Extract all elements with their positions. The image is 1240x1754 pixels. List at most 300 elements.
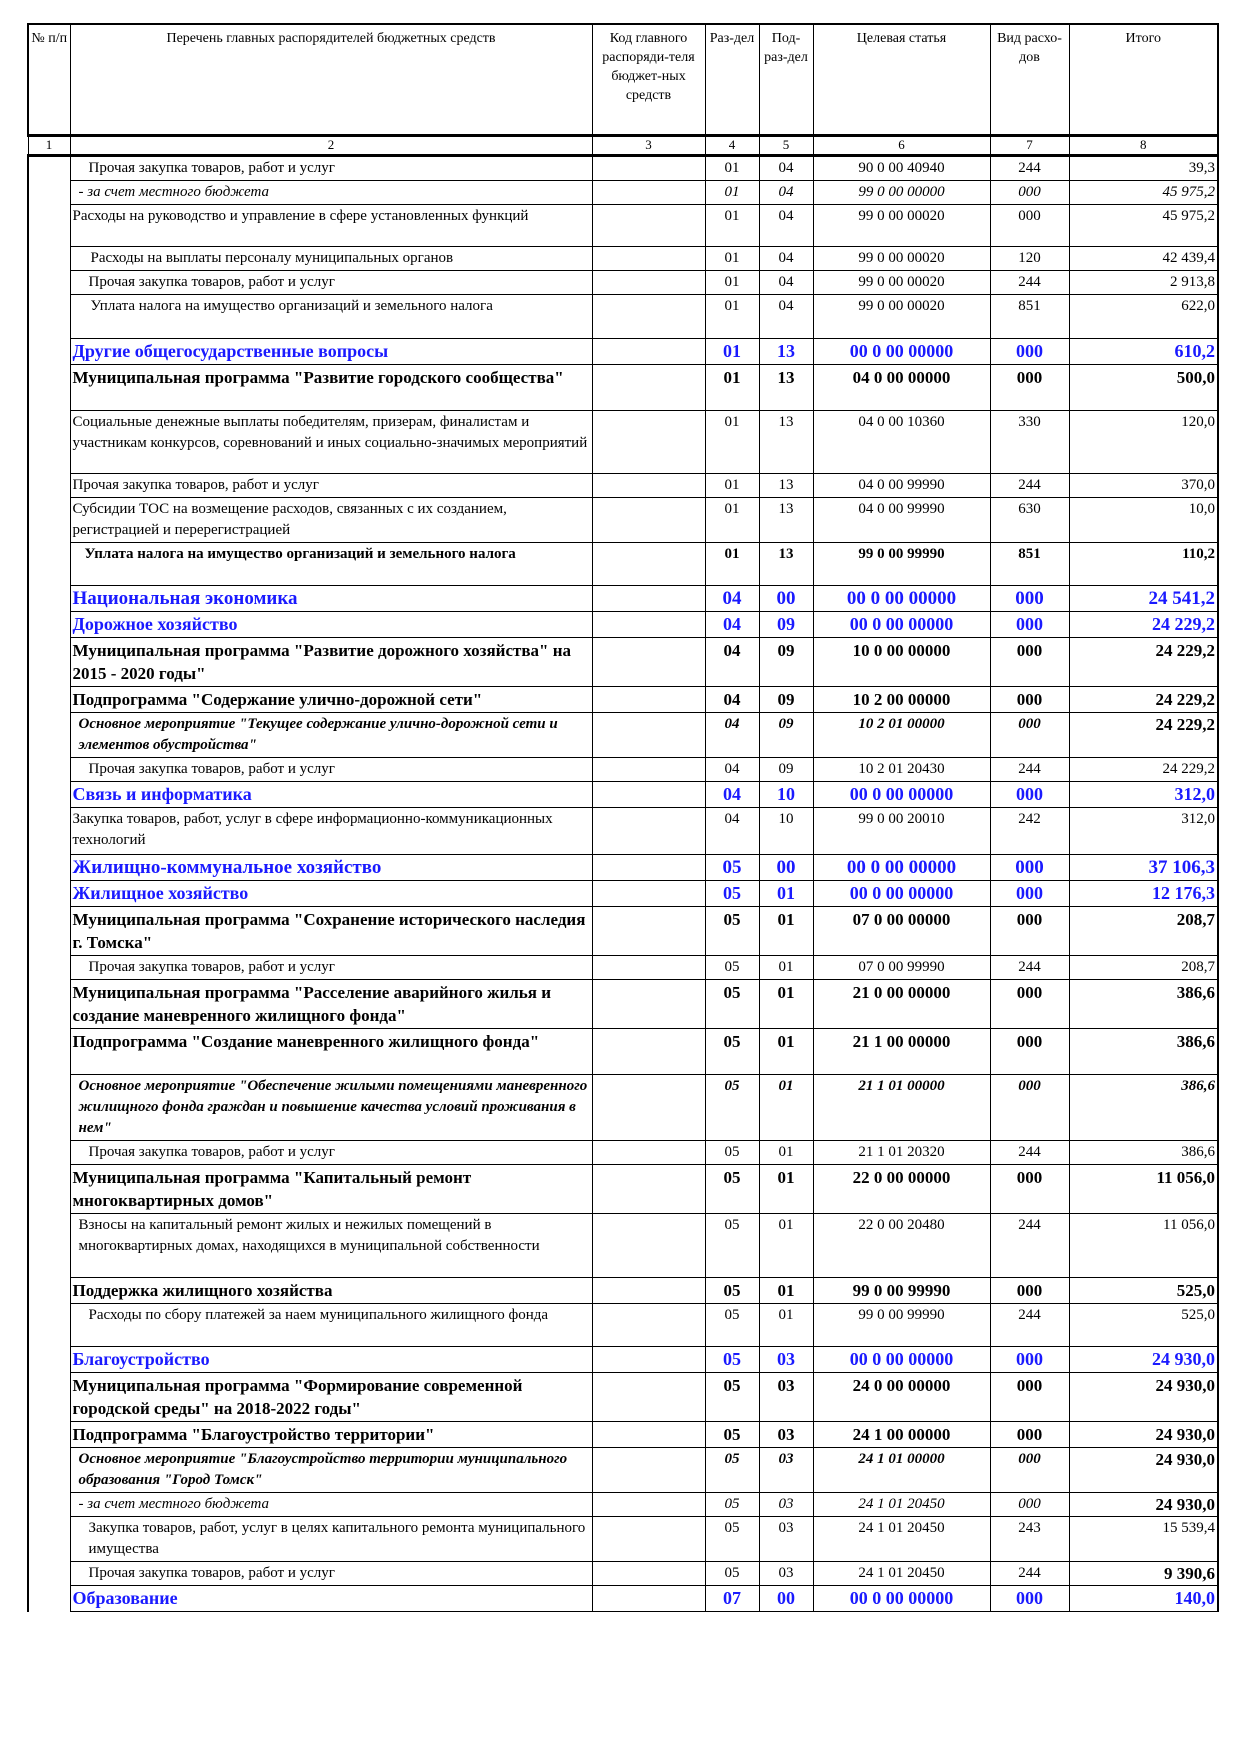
table-row <box>28 586 1218 612</box>
row-target-article: 99 0 00 00020 <box>813 271 990 295</box>
row-podrazdel: 03 <box>759 1448 813 1493</box>
row-amount: 312,0 <box>1069 808 1218 855</box>
row-code <box>592 881 705 907</box>
row-expense-type: 000 <box>990 181 1069 205</box>
row-code <box>592 758 705 782</box>
row-code <box>592 1165 705 1214</box>
row-target-article: 04 0 00 99990 <box>813 498 990 543</box>
row-razdel: 01 <box>705 365 759 411</box>
col-num: 2 <box>70 136 592 156</box>
row-name: Муниципальная программа "Развитие дорожного хозяйства" на 2015 - 2020 годы" <box>70 638 592 687</box>
row-expense-type: 000 <box>990 339 1069 365</box>
row-name: Взносы на капитальный ремонт жилых и нежилых помещений в многоквартирных домах, находящихся в муниципальной собственности <box>70 1214 592 1278</box>
table-row <box>28 295 1218 339</box>
row-podrazdel: 10 <box>759 808 813 855</box>
row-name: Подпрограмма "Благоустройство территории" <box>70 1422 592 1448</box>
row-name: Прочая закупка товаров, работ и услуг <box>70 1562 592 1586</box>
row-code <box>592 1517 705 1562</box>
header-cel: Целевая статья <box>813 24 990 136</box>
row-number-cell <box>28 543 70 586</box>
row-razdel: 04 <box>705 586 759 612</box>
row-expense-type: 244 <box>990 1141 1069 1165</box>
row-target-article: 99 0 00 00020 <box>813 247 990 271</box>
row-razdel: 01 <box>705 247 759 271</box>
row-amount: 24 229,2 <box>1069 612 1218 638</box>
column-number-row <box>28 136 1218 156</box>
row-name: Субсидии ТОС на возмещение расходов, связанных с их созданием, регистрацией и перерегистрацией <box>70 498 592 543</box>
row-name: Социальные денежные выплаты победителям, призерам, финалистам и участникам конкурсов, соревнований и иных социально-значимых мероприятий <box>70 411 592 474</box>
row-code <box>592 1075 705 1141</box>
row-razdel: 05 <box>705 1214 759 1278</box>
row-number-cell <box>28 881 70 907</box>
row-expense-type: 120 <box>990 247 1069 271</box>
row-name: Муниципальная программа "Капитальный ремонт многоквартирных домов" <box>70 1165 592 1214</box>
row-number-cell <box>28 498 70 543</box>
row-target-article: 21 1 01 00000 <box>813 1075 990 1141</box>
row-podrazdel: 01 <box>759 1304 813 1347</box>
row-podrazdel: 01 <box>759 1029 813 1075</box>
row-podrazdel: 03 <box>759 1373 813 1422</box>
row-expense-type: 244 <box>990 956 1069 980</box>
row-podrazdel: 01 <box>759 1165 813 1214</box>
row-name: Расходы на руководство и управление в сфере установленных функций <box>70 205 592 247</box>
row-number-cell <box>28 586 70 612</box>
row-number-cell <box>28 365 70 411</box>
row-podrazdel: 04 <box>759 295 813 339</box>
row-podrazdel: 00 <box>759 855 813 881</box>
table-row <box>28 1141 1218 1165</box>
row-target-article: 21 1 01 20320 <box>813 1141 990 1165</box>
row-name: Национальная экономика <box>70 586 592 612</box>
row-podrazdel: 03 <box>759 1347 813 1373</box>
row-number-cell <box>28 205 70 247</box>
row-code <box>592 156 705 181</box>
row-podrazdel: 01 <box>759 1214 813 1278</box>
row-podrazdel: 04 <box>759 181 813 205</box>
row-code <box>592 713 705 758</box>
row-number-cell <box>28 156 70 181</box>
row-number-cell <box>28 1373 70 1422</box>
row-target-article: 99 0 00 00000 <box>813 181 990 205</box>
row-podrazdel: 10 <box>759 782 813 808</box>
row-amount: 24 930,0 <box>1069 1422 1218 1448</box>
row-razdel: 01 <box>705 474 759 498</box>
row-number-cell <box>28 782 70 808</box>
row-expense-type: 000 <box>990 1422 1069 1448</box>
row-target-article: 22 0 00 20480 <box>813 1214 990 1278</box>
row-razdel: 05 <box>705 980 759 1029</box>
row-target-article: 10 2 00 00000 <box>813 687 990 713</box>
row-target-article: 00 0 00 00000 <box>813 855 990 881</box>
row-name: Основное мероприятие "Обеспечение жилыми помещениями маневренного жилищного фонда граждан и повышение качества условий проживания в нем" <box>70 1075 592 1141</box>
header-razdel: Раз-дел <box>705 24 759 136</box>
row-number-cell <box>28 1278 70 1304</box>
row-target-article: 24 1 01 20450 <box>813 1562 990 1586</box>
row-code <box>592 855 705 881</box>
row-expense-type: 000 <box>990 1075 1069 1141</box>
header-podrazdel: Под-раз-дел <box>759 24 813 136</box>
table-row <box>28 247 1218 271</box>
row-target-article: 21 0 00 00000 <box>813 980 990 1029</box>
row-code <box>592 181 705 205</box>
row-amount: 12 176,3 <box>1069 881 1218 907</box>
row-amount: 39,3 <box>1069 156 1218 181</box>
row-amount: 37 106,3 <box>1069 855 1218 881</box>
row-razdel: 05 <box>705 956 759 980</box>
row-razdel: 04 <box>705 687 759 713</box>
row-razdel: 05 <box>705 1075 759 1141</box>
row-number-cell <box>28 758 70 782</box>
row-expense-type: 000 <box>990 980 1069 1029</box>
table-row <box>28 1214 1218 1278</box>
row-amount: 525,0 <box>1069 1304 1218 1347</box>
header-code: Код главного распоряди-теля бюджет-ных средств <box>592 24 705 136</box>
table-row <box>28 1562 1218 1586</box>
row-name: Другие общегосударственные вопросы <box>70 339 592 365</box>
row-razdel: 07 <box>705 1586 759 1612</box>
row-number-cell <box>28 855 70 881</box>
col-num: 5 <box>759 136 813 156</box>
row-target-article: 10 2 01 00000 <box>813 713 990 758</box>
row-razdel: 05 <box>705 1373 759 1422</box>
row-razdel: 05 <box>705 1278 759 1304</box>
budget-table-page <box>27 23 1217 1612</box>
row-expense-type: 000 <box>990 1586 1069 1612</box>
row-razdel: 04 <box>705 758 759 782</box>
row-number-cell <box>28 687 70 713</box>
row-razdel: 05 <box>705 907 759 956</box>
row-amount: 45 975,2 <box>1069 181 1218 205</box>
table-row <box>28 1517 1218 1562</box>
row-razdel: 04 <box>705 612 759 638</box>
row-target-article: 10 2 01 20430 <box>813 758 990 782</box>
row-target-article: 10 0 00 00000 <box>813 638 990 687</box>
row-expense-type: 242 <box>990 808 1069 855</box>
row-podrazdel: 00 <box>759 586 813 612</box>
row-razdel: 05 <box>705 1422 759 1448</box>
header-name: Перечень главных распорядителей бюджетных средств <box>70 24 592 136</box>
row-expense-type: 000 <box>990 1029 1069 1075</box>
row-expense-type: 243 <box>990 1517 1069 1562</box>
row-target-article: 21 1 00 00000 <box>813 1029 990 1075</box>
row-expense-type: 000 <box>990 205 1069 247</box>
row-code <box>592 498 705 543</box>
row-code <box>592 247 705 271</box>
row-razdel: 05 <box>705 1165 759 1214</box>
row-amount: 610,2 <box>1069 339 1218 365</box>
col-num: 8 <box>1069 136 1218 156</box>
row-number-cell <box>28 980 70 1029</box>
row-number-cell <box>28 612 70 638</box>
row-number-cell <box>28 271 70 295</box>
row-number-cell <box>28 1141 70 1165</box>
row-name: Муниципальная программа "Сохранение исторического наследия г. Томска" <box>70 907 592 956</box>
row-podrazdel: 09 <box>759 687 813 713</box>
row-amount: 15 539,4 <box>1069 1517 1218 1562</box>
row-target-article: 24 0 00 00000 <box>813 1373 990 1422</box>
row-podrazdel: 09 <box>759 612 813 638</box>
row-razdel: 01 <box>705 411 759 474</box>
table-row <box>28 1278 1218 1304</box>
row-expense-type: 244 <box>990 271 1069 295</box>
row-number-cell <box>28 339 70 365</box>
row-razdel: 01 <box>705 181 759 205</box>
row-code <box>592 1586 705 1612</box>
table-row <box>28 638 1218 687</box>
table-row <box>28 339 1218 365</box>
row-amount: 24 229,2 <box>1069 687 1218 713</box>
row-name: Муниципальная программа "Формирование современной городской среды" на 2018-2022 годы" <box>70 1373 592 1422</box>
row-target-article: 24 1 01 20450 <box>813 1493 990 1517</box>
table-row <box>28 411 1218 474</box>
table-row <box>28 1373 1218 1422</box>
row-target-article: 07 0 00 00000 <box>813 907 990 956</box>
table-row <box>28 543 1218 586</box>
row-razdel: 01 <box>705 156 759 181</box>
col-num: 7 <box>990 136 1069 156</box>
row-razdel: 05 <box>705 1304 759 1347</box>
col-num: 4 <box>705 136 759 156</box>
row-target-article: 00 0 00 00000 <box>813 881 990 907</box>
row-target-article: 99 0 00 99990 <box>813 543 990 586</box>
row-podrazdel: 03 <box>759 1517 813 1562</box>
row-amount: 120,0 <box>1069 411 1218 474</box>
row-expense-type: 000 <box>990 1493 1069 1517</box>
row-target-article: 04 0 00 00000 <box>813 365 990 411</box>
col-num: 6 <box>813 136 990 156</box>
table-row <box>28 1422 1218 1448</box>
row-razdel: 01 <box>705 271 759 295</box>
table-row <box>28 1075 1218 1141</box>
table-row <box>28 980 1218 1029</box>
row-number-cell <box>28 411 70 474</box>
table-row <box>28 498 1218 543</box>
row-expense-type: 000 <box>990 638 1069 687</box>
row-expense-type: 630 <box>990 498 1069 543</box>
row-target-article: 99 0 00 00020 <box>813 295 990 339</box>
row-name: Основное мероприятие "Текущее содержание улично-дорожной сети и элементов обустройства" <box>70 713 592 758</box>
row-target-article: 00 0 00 00000 <box>813 782 990 808</box>
table-row <box>28 687 1218 713</box>
row-razdel: 05 <box>705 855 759 881</box>
row-number-cell <box>28 808 70 855</box>
row-amount: 208,7 <box>1069 907 1218 956</box>
row-target-article: 00 0 00 00000 <box>813 339 990 365</box>
row-expense-type: 000 <box>990 713 1069 758</box>
row-target-article: 00 0 00 00000 <box>813 1586 990 1612</box>
row-expense-type: 000 <box>990 782 1069 808</box>
table-row <box>28 1347 1218 1373</box>
row-razdel: 05 <box>705 1562 759 1586</box>
row-number-cell <box>28 713 70 758</box>
row-razdel: 04 <box>705 638 759 687</box>
row-podrazdel: 00 <box>759 1586 813 1612</box>
row-expense-type: 000 <box>990 907 1069 956</box>
row-amount: 208,7 <box>1069 956 1218 980</box>
table-row <box>28 713 1218 758</box>
row-name: Прочая закупка товаров, работ и услуг <box>70 956 592 980</box>
row-amount: 24 541,2 <box>1069 586 1218 612</box>
row-code <box>592 474 705 498</box>
row-expense-type: 244 <box>990 1562 1069 1586</box>
row-podrazdel: 13 <box>759 498 813 543</box>
row-number-cell <box>28 1422 70 1448</box>
row-amount: 24 930,0 <box>1069 1448 1218 1493</box>
row-name: Жилищно-коммунальное хозяйство <box>70 855 592 881</box>
row-number-cell <box>28 1562 70 1586</box>
table-row <box>28 1493 1218 1517</box>
row-name: Уплата налога на имущество организаций и земельного налога <box>70 295 592 339</box>
row-amount: 386,6 <box>1069 980 1218 1029</box>
budget-table <box>27 23 1219 1612</box>
row-name: Прочая закупка товаров, работ и услуг <box>70 271 592 295</box>
row-code <box>592 586 705 612</box>
row-number-cell <box>28 247 70 271</box>
row-code <box>592 1141 705 1165</box>
row-code <box>592 907 705 956</box>
col-num: 1 <box>28 136 70 156</box>
row-podrazdel: 03 <box>759 1422 813 1448</box>
row-code <box>592 295 705 339</box>
row-amount: 500,0 <box>1069 365 1218 411</box>
row-razdel: 01 <box>705 339 759 365</box>
row-podrazdel: 01 <box>759 1278 813 1304</box>
table-row <box>28 907 1218 956</box>
row-number-cell <box>28 1029 70 1075</box>
row-code <box>592 271 705 295</box>
row-razdel: 01 <box>705 543 759 586</box>
row-name: - за счет местного бюджета <box>70 1493 592 1517</box>
row-name: Закупка товаров, работ, услуг в целях капитального ремонта муниципального имущества <box>70 1517 592 1562</box>
row-amount: 2 913,8 <box>1069 271 1218 295</box>
row-expense-type: 244 <box>990 1304 1069 1347</box>
row-name: Уплата налога на имущество организаций и земельного налога <box>70 543 592 586</box>
row-target-article: 04 0 00 10360 <box>813 411 990 474</box>
table-row <box>28 782 1218 808</box>
row-amount: 24 229,2 <box>1069 758 1218 782</box>
row-razdel: 01 <box>705 498 759 543</box>
table-row <box>28 1304 1218 1347</box>
row-number-cell <box>28 181 70 205</box>
row-amount: 11 056,0 <box>1069 1214 1218 1278</box>
row-expense-type: 330 <box>990 411 1069 474</box>
row-amount: 525,0 <box>1069 1278 1218 1304</box>
row-target-article: 99 0 00 20010 <box>813 808 990 855</box>
row-expense-type: 000 <box>990 881 1069 907</box>
row-podrazdel: 09 <box>759 713 813 758</box>
row-podrazdel: 03 <box>759 1493 813 1517</box>
table-row <box>28 855 1218 881</box>
row-target-article: 90 0 00 40940 <box>813 156 990 181</box>
row-code <box>592 543 705 586</box>
row-amount: 24 930,0 <box>1069 1373 1218 1422</box>
row-expense-type: 244 <box>990 156 1069 181</box>
row-razdel: 04 <box>705 808 759 855</box>
row-expense-type: 000 <box>990 365 1069 411</box>
row-code <box>592 1373 705 1422</box>
row-podrazdel: 13 <box>759 339 813 365</box>
row-podrazdel: 03 <box>759 1562 813 1586</box>
row-expense-type: 000 <box>990 855 1069 881</box>
row-expense-type: 851 <box>990 295 1069 339</box>
row-razdel: 01 <box>705 205 759 247</box>
row-target-article: 24 1 01 00000 <box>813 1448 990 1493</box>
row-podrazdel: 01 <box>759 907 813 956</box>
row-expense-type: 000 <box>990 612 1069 638</box>
row-podrazdel: 04 <box>759 247 813 271</box>
row-expense-type: 244 <box>990 474 1069 498</box>
row-amount: 11 056,0 <box>1069 1165 1218 1214</box>
row-razdel: 05 <box>705 1029 759 1075</box>
table-row <box>28 181 1218 205</box>
row-name: - за счет местного бюджета <box>70 181 592 205</box>
row-podrazdel: 01 <box>759 881 813 907</box>
row-name: Основное мероприятие "Благоустройство территории муниципального образования "Город Томск" <box>70 1448 592 1493</box>
row-podrazdel: 13 <box>759 365 813 411</box>
row-razdel: 05 <box>705 1517 759 1562</box>
table-row <box>28 156 1218 181</box>
row-razdel: 04 <box>705 782 759 808</box>
header-no: № п/п <box>28 24 70 136</box>
table-row <box>28 1165 1218 1214</box>
row-razdel: 05 <box>705 1347 759 1373</box>
row-podrazdel: 04 <box>759 205 813 247</box>
row-podrazdel: 09 <box>759 758 813 782</box>
row-name: Подпрограмма "Содержание улично-дорожной сети" <box>70 687 592 713</box>
row-name: Благоустройство <box>70 1347 592 1373</box>
row-name: Прочая закупка товаров, работ и услуг <box>70 156 592 181</box>
row-code <box>592 980 705 1029</box>
row-amount: 24 229,2 <box>1069 638 1218 687</box>
row-number-cell <box>28 638 70 687</box>
row-amount: 386,6 <box>1069 1075 1218 1141</box>
row-number-cell <box>28 295 70 339</box>
row-amount: 140,0 <box>1069 1586 1218 1612</box>
header-itogo: Итого <box>1069 24 1218 136</box>
row-code <box>592 1562 705 1586</box>
row-name: Прочая закупка товаров, работ и услуг <box>70 1141 592 1165</box>
row-razdel: 05 <box>705 1493 759 1517</box>
row-number-cell <box>28 1586 70 1612</box>
row-code <box>592 1493 705 1517</box>
row-amount: 386,6 <box>1069 1141 1218 1165</box>
row-code <box>592 411 705 474</box>
row-name: Расходы по сбору платежей за наем муниципального жилищного фонда <box>70 1304 592 1347</box>
row-podrazdel: 01 <box>759 1075 813 1141</box>
row-razdel: 01 <box>705 295 759 339</box>
row-code <box>592 956 705 980</box>
table-row <box>28 1448 1218 1493</box>
row-podrazdel: 04 <box>759 271 813 295</box>
row-podrazdel: 01 <box>759 980 813 1029</box>
row-code <box>592 687 705 713</box>
row-amount: 312,0 <box>1069 782 1218 808</box>
row-number-cell <box>28 1347 70 1373</box>
row-target-article: 00 0 00 00000 <box>813 612 990 638</box>
row-name: Поддержка жилищного хозяйства <box>70 1278 592 1304</box>
row-podrazdel: 04 <box>759 156 813 181</box>
row-name: Муниципальная программа "Развитие городского сообщества" <box>70 365 592 411</box>
row-target-article: 99 0 00 99990 <box>813 1304 990 1347</box>
table-row <box>28 205 1218 247</box>
table-row <box>28 1029 1218 1075</box>
row-name: Связь и информатика <box>70 782 592 808</box>
row-name: Образование <box>70 1586 592 1612</box>
row-code <box>592 808 705 855</box>
row-number-cell <box>28 474 70 498</box>
row-expense-type: 000 <box>990 687 1069 713</box>
row-name: Закупка товаров, работ, услуг в сфере информационно-коммуникационных технологий <box>70 808 592 855</box>
